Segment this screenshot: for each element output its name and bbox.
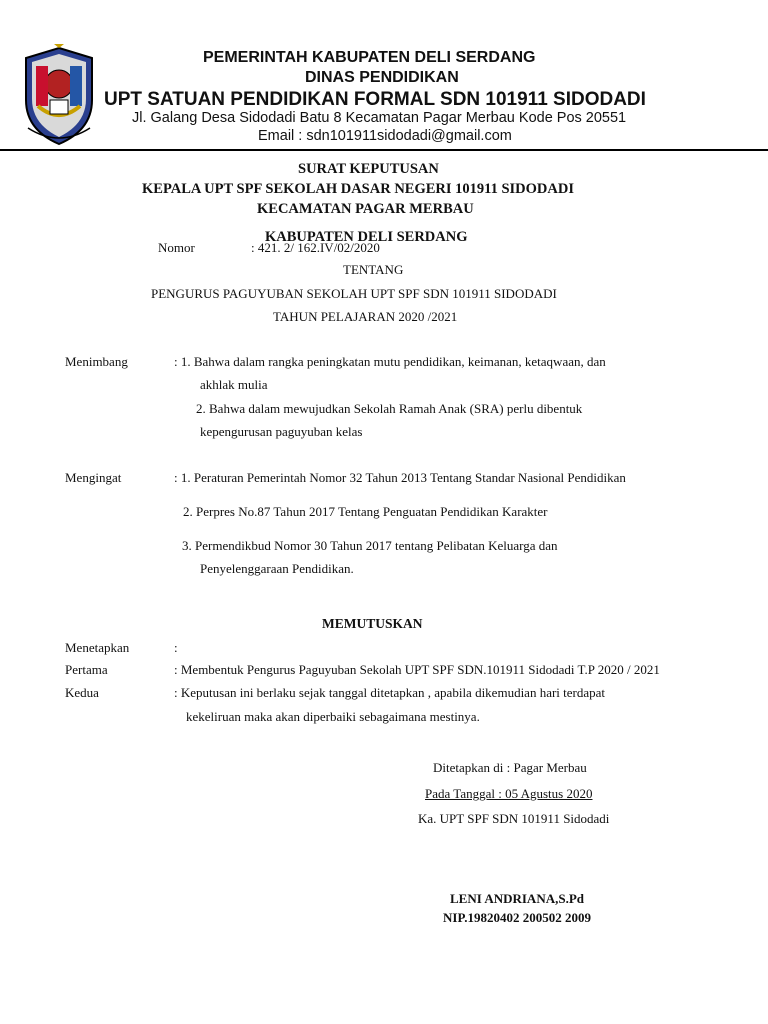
signatory-nip: NIP.19820402 200502 2009 — [443, 910, 591, 925]
decree-subject: PENGURUS PAGUYUBAN SEKOLAH UPT SPF SDN 101911 SIDODADI — [151, 286, 557, 301]
letterhead-department: DINAS PENDIDIKAN — [305, 69, 459, 86]
mengingat-item3-line2: Penyelenggaraan Pendidikan. — [200, 561, 354, 576]
letterhead-email: Email : sdn101911sidodadi@gmail.com — [258, 128, 512, 144]
kedua-line2: kekeliruan maka akan diperbaiki sebagaimana mestinya. — [186, 709, 480, 724]
mengingat-item3-line1: 3. Permendikbud Nomor 30 Tahun 2017 tentang Pelibatan Keluarga dan — [182, 538, 558, 553]
letterhead-divider — [0, 149, 768, 151]
kedua-line1: : Keputusan ini berlaku sejak tanggal ditetapkan , apabila dikemudian hari terdapat — [174, 685, 606, 700]
menetapkan-value: : — [174, 640, 178, 655]
title-kabupaten: KABUPATEN DELI SERDANG — [265, 229, 468, 245]
letterhead-government: PEMERINTAH KABUPATEN DELI SERDANG — [203, 49, 536, 66]
mengingat-item1: : 1. Peraturan Pemerintah Nomor 32 Tahun 2013 Tentang Standar Nasional Pendidikan — [174, 470, 626, 485]
menimbang-item1-line1: : 1. Bahwa dalam rangka peningkatan mutu pendidikan, keimanan, ketaqwaan, dan — [174, 354, 606, 369]
menimbang-item1-line2: akhlak mulia — [200, 377, 268, 392]
signatory-position: Ka. UPT SPF SDN 101911 Sidodadi — [418, 811, 610, 826]
title-kecamatan: KECAMATAN PAGAR MERBAU — [257, 201, 474, 217]
menetapkan-label: Menetapkan — [65, 640, 130, 655]
decree-year: TAHUN PELAJARAN 2020 /2021 — [273, 309, 458, 324]
nomor-value: : 421. 2/ 162.IV/02/2020 — [251, 240, 380, 255]
ditetapkan-di: Ditetapkan di : Pagar Merbau — [433, 760, 587, 775]
signatory-name: LENI ANDRIANA,S.Pd — [450, 891, 584, 906]
title-surat-keputusan: SURAT KEPUTUSAN — [298, 161, 439, 177]
menimbang-item2-line1: 2. Bahwa dalam mewujudkan Sekolah Ramah Anak (SRA) perlu dibentuk — [196, 401, 583, 416]
pertama-label: Pertama — [65, 662, 108, 677]
pertama-value: : Membentuk Pengurus Paguyuban Sekolah UPT SPF SDN.101911 Sidodadi T.P 2020 / 2021 — [174, 662, 660, 677]
title-kepala: KEPALA UPT SPF SEKOLAH DASAR NEGERI 101911 SIDODADI — [142, 181, 574, 197]
menimbang-label: Menimbang — [65, 354, 128, 369]
menimbang-item2-line2: kepengurusan paguyuban kelas — [200, 424, 363, 439]
mengingat-label: Mengingat — [65, 470, 122, 485]
letterhead-school: UPT SATUAN PENDIDIKAN FORMAL SDN 101911 SIDODADI — [104, 89, 646, 110]
nomor-label: Nomor — [158, 240, 195, 255]
mengingat-item2: 2. Perpres No.87 Tahun 2017 Tentang Penguatan Pendidikan Karakter — [183, 504, 548, 519]
regency-emblem-logo — [20, 44, 98, 148]
letterhead-address: Jl. Galang Desa Sidodadi Batu 8 Kecamatan Pagar Merbau Kode Pos 20551 — [132, 110, 627, 126]
memutuskan-heading: MEMUTUSKAN — [322, 616, 423, 631]
pada-tanggal: Pada Tanggal : 05 Agustus 2020 — [425, 786, 593, 801]
kedua-label: Kedua — [65, 685, 99, 700]
tentang-heading: TENTANG — [343, 262, 404, 277]
